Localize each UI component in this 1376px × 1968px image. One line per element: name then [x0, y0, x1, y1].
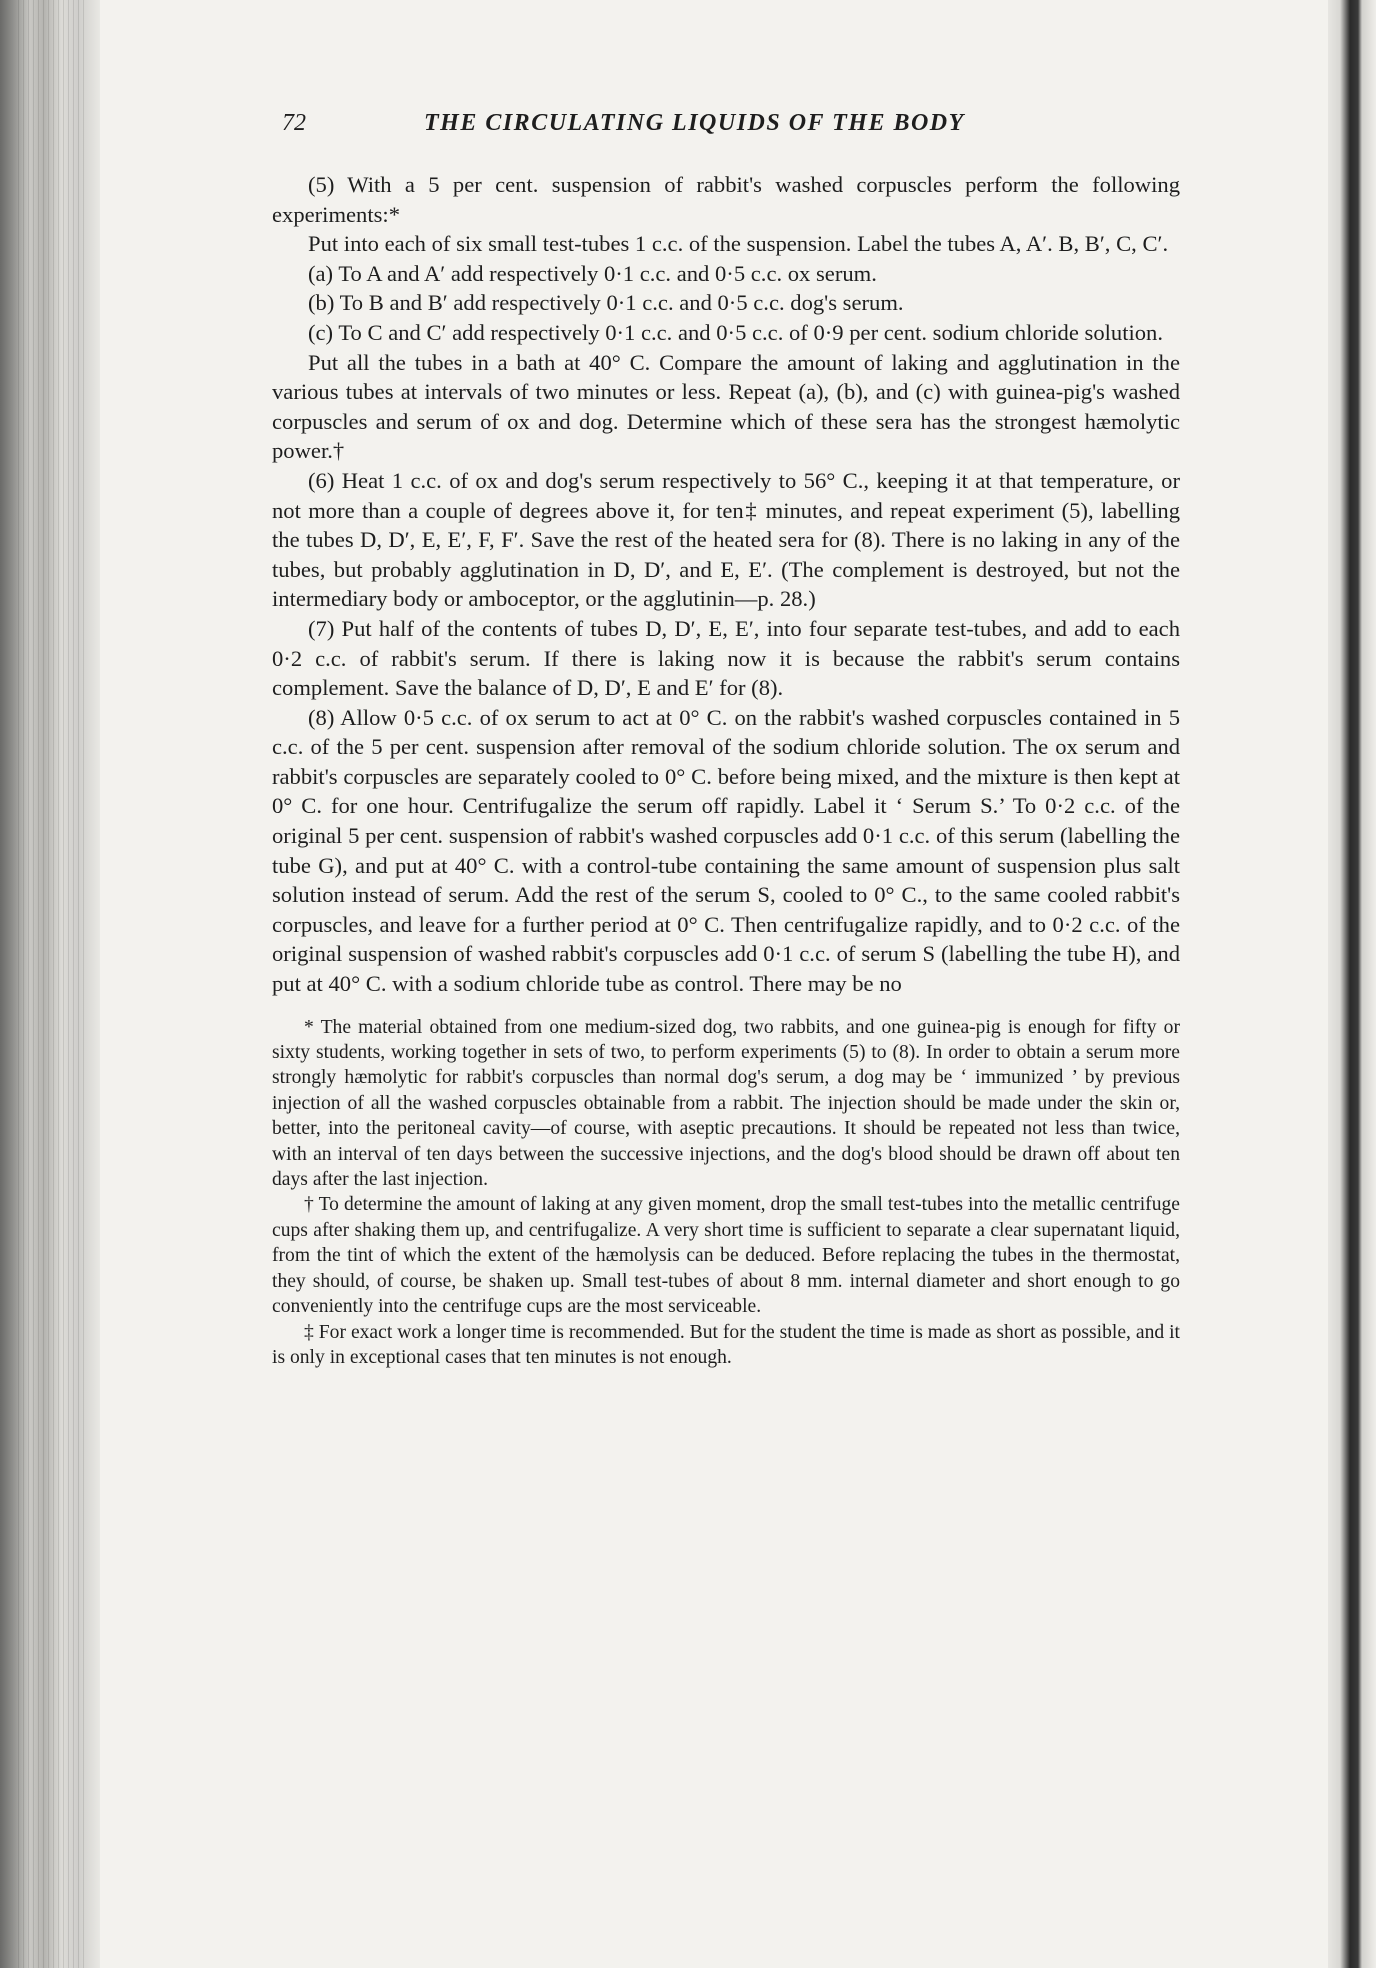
body-text	[272, 170, 1180, 999]
paragraph-exp6: (6) Heat 1 c.c. of ox and dog's serum respectively to 56° C., keeping it at that temperature, or not more than a couple of degrees above it, for ten‡ minutes, and repeat experiment (5), labelling the tubes D, D′, E, E′, F, F′. Save the rest of the heated sera for (8). There is no laking in any of the tubes, but probably agglutination in D, D′, and E, E′. (The complement is destroyed, but not the intermediary body or amboceptor, or the agglutinin—p. 28.)	[272, 467, 1180, 612]
page-number: 72	[282, 110, 306, 136]
footnote-double-dagger: ‡ For exact work a longer time is recommended. But for the student the time is made as short as possible, and it is only in exceptional cases that ten minutes is not enough.	[272, 1321, 1180, 1368]
paragraph-exp8: (8) Allow 0·5 c.c. of ox serum to act at 0° C. on the rabbit's washed corpuscles contained in 5 c.c. of the 5 per cent. suspension after removal of the sodium chloride solution. The ox serum and rabbit's corpuscles are separately cooled to 0° C. before being mixed, and the mixture is then kept at 0° C. for one hour. Centrifugalize the serum off rapidly. Label it ‘ Serum S.’ To 0·2 c.c. of the original 5 per cent. suspension of rabbit's washed corpuscles add 0·1 c.c. of this serum (labelling the tube G), and put at 40° C. with a control-tube containing the same amount of suspension plus salt solution instead of serum. Add the rest of the serum S, cooled to 0° C., to the same cooled rabbit's corpuscles, and leave for a further period at 0° C. Then centrifugalize rapidly, and to 0·2 c.c. of the original suspension of washed rabbit's corpuscles add 0·1 c.c. of serum S (labelling the tube H), and put at 40° C. with a sodium chloride tube as control. There may be no	[272, 704, 1180, 997]
paragraph-step-c: (c) To C and C′ add respectively 0·1 c.c. and 0·5 c.c. of 0·9 per cent. sodium chloride solution.	[308, 319, 1163, 345]
paragraph-bath: Put all the tubes in a bath at 40° C. Compare the amount of laking and agglutination in the various tubes at intervals of two minutes or less. Repeat (a), (b), and (c) with guinea-pig's washed corpuscles and serum of ox and dog. Determine which of these sera has the strongest hæmolytic power.†	[272, 349, 1180, 464]
book-binding-edge	[0, 0, 100, 1968]
footnote-asterisk: * The material obtained from one medium-sized dog, two rabbits, and one guinea-pig is enough for fifty or sixty students, working together in sets of two, to perform experiments (5) to (8). In order to obtain a serum more strongly hæmolytic for rabbit's corpuscles than normal dog's serum, a dog may be ‘ immunized ’ by previous injection of all the washed corpuscles obtainable from a rabbit. The injection should be made under the skin or, better, into the peritoneal cavity—of course, with aseptic precautions. It should be repeated not less than twice, with an interval of ten days between the successive injections, and the dog's blood should be drawn off about ten days after the last injection.	[272, 1016, 1180, 1191]
footnote-dagger: † To determine the amount of laking at any given moment, drop the small test-tubes into the metallic centrifuge cups after shaking them up, and centrifugalize. A very short time is sufficient to separate a clear supernatant liquid, from the tint of which the extent of the hæmolysis can be deduced. Before replacing the tubes in the thermostat, they should, of course, be shaken up. Small test-tubes of about 8 mm. internal diameter and short enough to go conveniently into the centrifuge cups are the most serviceable.	[272, 1194, 1180, 1318]
paragraph-label-tubes: Put into each of six small test-tubes 1 c.c. of the suspension. Label the tubes A, A′. B, B′, C, C′.	[308, 231, 1169, 257]
page-header	[272, 110, 1180, 144]
book-page	[272, 110, 1180, 1370]
page-right-edge	[1328, 0, 1376, 1968]
paragraph-step-a: (a) To A and A′ add respectively 0·1 c.c. and 0·5 c.c. ox serum.	[308, 260, 877, 286]
paragraph-step-b: (b) To B and B′ add respectively 0·1 c.c. and 0·5 c.c. dog's serum.	[308, 290, 904, 316]
running-head: THE CIRCULATING LIQUIDS OF THE BODY	[424, 110, 965, 136]
footnotes	[272, 1015, 1180, 1371]
paragraph-exp7: (7) Put half of the contents of tubes D, D′, E, E′, into four separate test-tubes, and add to each 0·2 c.c. of rabbit's serum. If there is laking now it is because the rabbit's serum contains complement. Save the balance of D, D′, E and E′ for (8).	[272, 615, 1180, 701]
paragraph-exp5-intro: (5) With a 5 per cent. suspension of rabbit's washed corpuscles perform the following experiments:*	[272, 172, 1180, 227]
